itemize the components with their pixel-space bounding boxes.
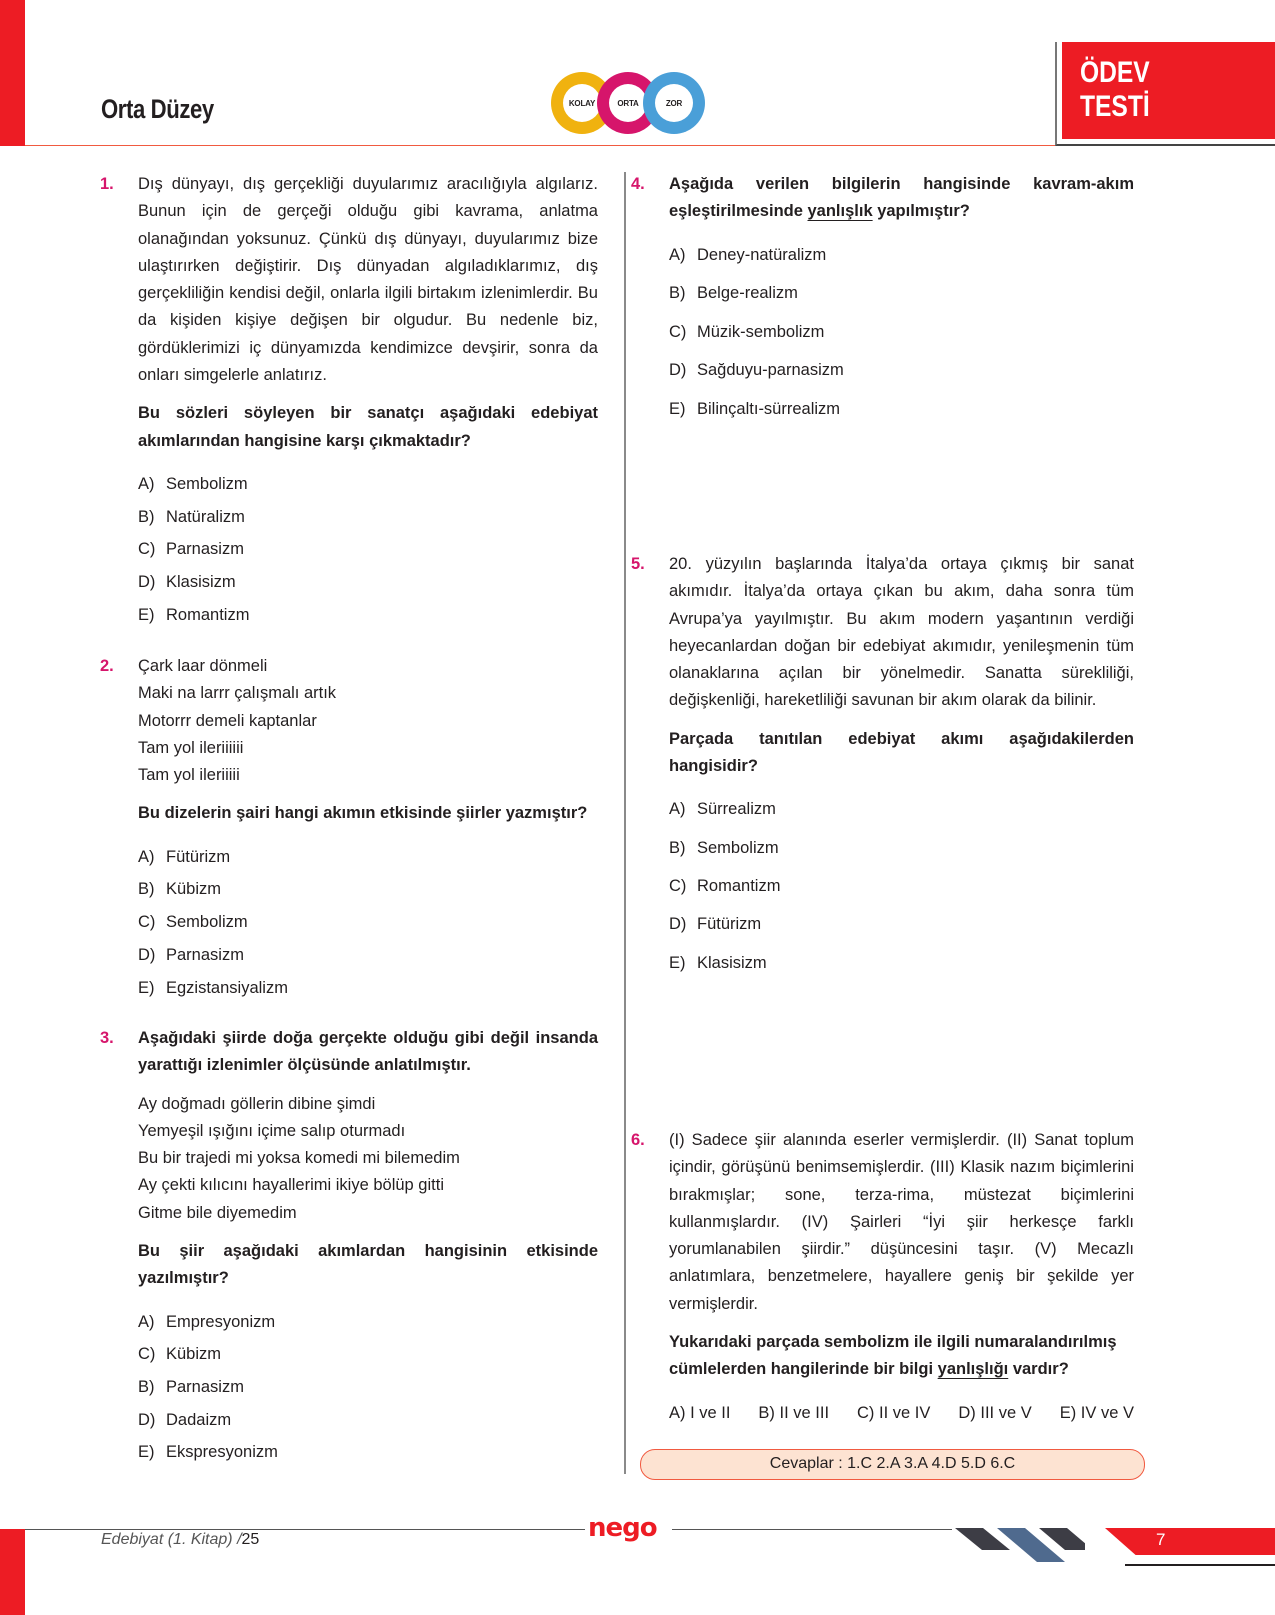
page-number-underline (1125, 1564, 1275, 1566)
question-stem: Bu sözleri söyleyen bir sanatçı aşağıdaki edebiyat akımlarından hangisine karşı çıkmaktadır? (138, 404, 598, 450)
question-number: 2. (100, 657, 114, 675)
option-e[interactable]: E) Ekspresyonizm (138, 1443, 278, 1462)
question-passage: (I) Sadece şiir alanında eserler vermişlerdir. (II) Sanat toplum içindir, görüşünü benimsemişlerdir. (III) Klasik nazım biçimlerini bırakmışlar; sone, terza-rima, müstezat biçimlerini kullanmışlardır. (IV) Şairleri “İyi şiir herkesçe farklı yorumlanabilen şiirdir.” düşüncesini taşır. (V) Mecazlı anlatımlara, benzetmelere, hayallere geniş bir şekilde yer vermişlerdir. (669, 1131, 1134, 1313)
question-5 (631, 551, 1134, 988)
option-b[interactable]: B) Parnasizm (138, 1378, 244, 1397)
question-4 (631, 171, 1134, 434)
page-title: Orta Düzey (101, 94, 214, 124)
option-a[interactable]: A) Sürrealizm (669, 800, 776, 819)
options-list (669, 796, 1134, 987)
difficulty-ring-zor: ZOR (643, 72, 705, 134)
difficulty-ring-orta: ORTA (597, 72, 659, 134)
header-divider (25, 145, 1055, 146)
option-e[interactable]: E) Bilinçaltı-sürrealizm (669, 399, 841, 418)
option-d[interactable]: D) Fütürizm (669, 915, 762, 934)
option-c[interactable]: C) Romantizm (669, 876, 781, 895)
question-passage: 20. yüzyılın başlarında İtalya’da ortaya çıkmış bir sanat akımıdır. İtalya’da ortaya çıkan bu akım, daha sonra tüm Avrupa’ya yayılmıştır. Bu akım modern yaşantının verdiği heyecanlardan doğan bir edebiyat akımıdır, yenileşmenin tüm olanaklarına açılan bir yönelmedir. Sanatta sürekliliği, değişkenliği, hareketliliği savunan bir akım olarak da bilinir. (669, 555, 1134, 710)
option-c[interactable]: C) Kübizm (138, 1345, 222, 1364)
question-2 (100, 653, 608, 1007)
question-stem: Bu şiir aşağıdaki akımlardan hangisinin etkisinde yazılmıştır? (138, 1242, 598, 1288)
underlined-keyword: yanlışlığı (937, 1360, 1009, 1379)
left-red-footer-bar (0, 1529, 25, 1615)
option-a[interactable]: A) Empresyonizm (138, 1312, 276, 1331)
answer-key-bar: Cevaplar : 1.C 2.A 3.A 4.D 5.D 6.C (640, 1449, 1145, 1480)
option-c[interactable]: C) II ve IV (857, 1403, 931, 1422)
question-number: 4. (631, 175, 645, 193)
options-list (669, 242, 1134, 435)
question-stem: Parçada tanıtılan edebiyat akımı aşağıdakilerden hangisidir? (669, 729, 1134, 776)
option-d[interactable]: D) III ve V (958, 1403, 1032, 1422)
question-number: 1. (100, 175, 114, 193)
question-stem: Yukarıdaki parçada sembolizm ile ilgili numaralandırılmış cümlelerden hangilerinde bir bilgi yanlışlığı vardır? (669, 1333, 1117, 1379)
option-e[interactable]: E) Klasisizm (669, 953, 767, 972)
options-list (138, 1309, 598, 1472)
column-divider (624, 172, 626, 1474)
option-a[interactable]: A) Sembolizm (138, 474, 248, 493)
question-1 (100, 171, 598, 634)
poem-lines: Ay doğmadı göllerin dibine şimdi Yemyeşil ışığını içime salıp oturmadı Bu bir trajedi mi yoksa komedi mi bilemedim Ay çekti kılıcını hayallerimi ikiye bölüp gitti Gitme bile diyemedim (138, 1094, 460, 1222)
option-d[interactable]: D) Klasisizm (138, 573, 236, 592)
footer-divider-left (25, 1529, 585, 1530)
footer-divider-right (672, 1529, 952, 1530)
question-3 (100, 1025, 598, 1472)
option-b[interactable]: B) Kübizm (138, 880, 222, 899)
option-e[interactable]: E) IV ve V (1059, 1403, 1134, 1422)
left-red-margin-bar (0, 0, 25, 146)
option-e[interactable]: E) Romantizm (138, 605, 250, 624)
option-a[interactable]: A) Deney-natüralizm (669, 245, 827, 264)
poem-lines: Çark laar dönmeli Maki na larrr çalışmalı artık Motorrr demeli kaptanlar Tam yol ileriiiiii Tam yol ileriiiii (138, 657, 337, 785)
question-number: 6. (631, 1131, 645, 1149)
homework-test-badge: ÖDEV TESTİ (1062, 42, 1275, 139)
question-stem: Bu dizelerin şairi hangi akımın etkisinde şiirler yazmıştır? (138, 804, 588, 823)
book-reference: Edebiyat (1. Kitap) /25 (101, 1531, 260, 1548)
question-intro: Aşağıdaki şiirde doğa gerçekte olduğu gibi değil insanda yarattığı izlenimler ölçüsünde anlatılmıştır. (138, 1029, 598, 1075)
option-b[interactable]: B) Natüralizm (138, 507, 245, 526)
option-d[interactable]: D) Dadaizm (138, 1410, 232, 1429)
option-c[interactable]: C) Sembolizm (138, 913, 248, 932)
option-d[interactable]: D) Parnasizm (138, 945, 244, 964)
option-b[interactable]: B) II ve III (758, 1403, 830, 1422)
options-list (138, 844, 608, 1007)
question-passage: Dış dünyayı, dış gerçekliği duyularımız aracılığıyla algılarız. Bunun için de gerçeği olduğu gibi kavrama, anlatma olanağından yoksunuz. Çünkü dış dünyayı, duyularımız bize ulaştırırken değiştirir. Dış dünyadan algıladıklarımız, dış gerçekliliğin kendisi değil, onlarla ilgili birtakım izlenimlerdir. Bu da kişiden kişiye değişen bir olgudur. Bu nedenle biz, gördüklerimizi iç dünyamızda kendimizce devşirir, sonra da onları simgelerle anlatırız. (138, 175, 598, 385)
option-c[interactable]: C) Müzik-sembolizm (669, 322, 825, 341)
option-d[interactable]: D) Sağduyu-parnasizm (669, 361, 844, 380)
question-number: 3. (100, 1029, 114, 1047)
difficulty-ring-kolay: KOLAY (551, 72, 613, 134)
question-6 (631, 1127, 1134, 1427)
page-number: 7 (1156, 1530, 1166, 1549)
difficulty-rings-logo (551, 72, 705, 136)
options-row (669, 1400, 1134, 1427)
question-stem: Aşağıda verilen bilgilerin hangisinde kavram-akım eşleştirilmesinde yanlışlık yapılmıştır? (669, 175, 1134, 221)
option-b[interactable]: B) Belge-realizm (669, 284, 798, 303)
options-list (138, 471, 598, 634)
underlined-keyword: yanlışlık (807, 202, 873, 221)
page-number-badge (1105, 1528, 1275, 1555)
publisher-logo: nego (588, 1513, 657, 1543)
option-a[interactable]: A) Fütürizm (138, 847, 231, 866)
decorative-stripes-icon (955, 1528, 1085, 1568)
option-e[interactable]: E) Egzistansiyalizm (138, 978, 288, 997)
option-a[interactable]: A) I ve II (669, 1403, 731, 1422)
question-number: 5. (631, 555, 645, 573)
option-c[interactable]: C) Parnasizm (138, 540, 244, 559)
option-b[interactable]: B) Sembolizm (669, 838, 779, 857)
